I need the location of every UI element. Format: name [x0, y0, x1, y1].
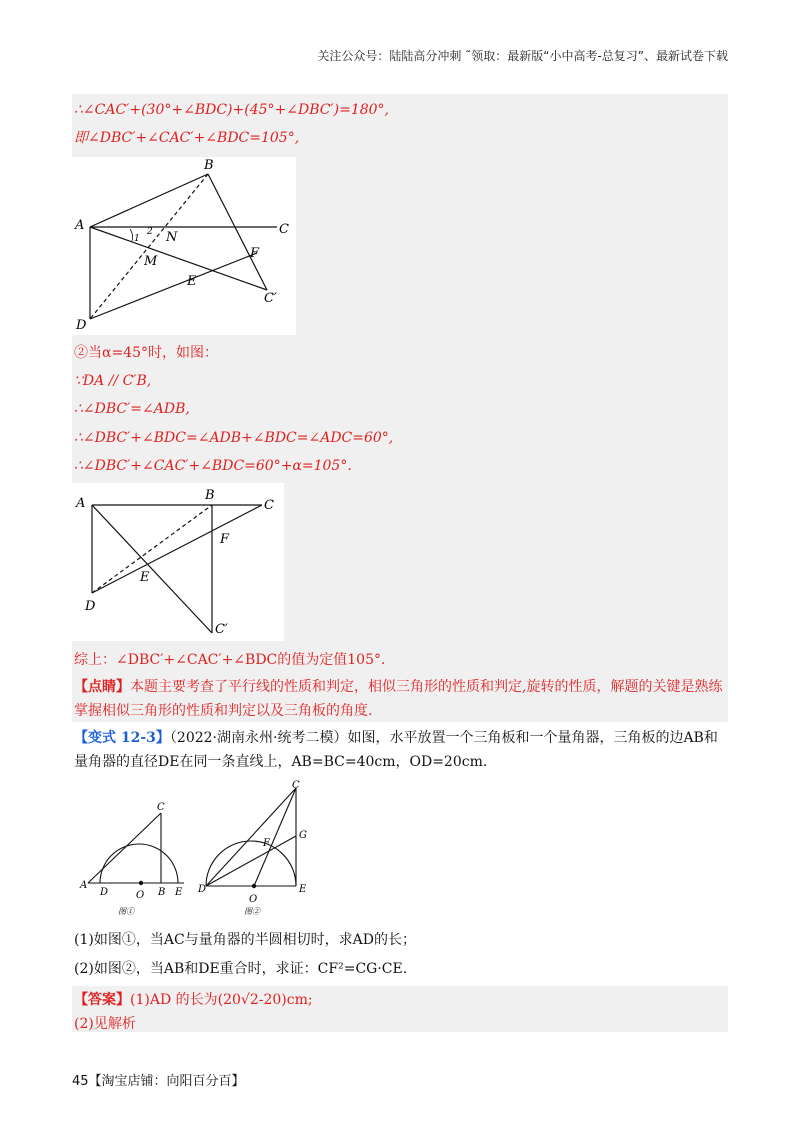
fig4-label-d: D [198, 884, 207, 895]
fig1-label-c: C [279, 222, 289, 237]
fig3-label-a: A [80, 880, 88, 891]
fig1-label-2: 2 [147, 227, 153, 237]
figure-2 [72, 483, 284, 641]
fig2-label-cprime: C′ [215, 622, 228, 637]
question-1: (1)如图①，当AC与量角器的半圆相切时，求AD的长； [74, 932, 416, 948]
summary-line: 综上：∠DBC′+∠CAC′+∠BDC的值为定值105°. [74, 652, 386, 668]
fig2-label-a: A [76, 496, 86, 511]
fig4-caption: 图② [244, 907, 260, 916]
fig4-label-g: G [299, 830, 307, 841]
case-2-line: ②当α=45°时，如图： [74, 345, 218, 361]
proof-line-1: ∴∠CAC′+(30°+∠BDC)+(45°+∠DBC′)=180°, [74, 102, 389, 118]
comment-paragraph [74, 675, 728, 723]
fig2-label-b: B [205, 488, 215, 503]
variant-text: （2022·湖南永州·统考二模）如图，水平放置一个三角板和一个量角器，三角板的边AB和量角器的直径DE在同一条直线上，AB=BC=40cm，OD=20cm. [74, 730, 718, 770]
fig4-label-c: C [292, 780, 300, 791]
figure-3-4 [78, 780, 328, 922]
answer-line-2: (2)见解析 [74, 1016, 136, 1032]
answer-line-1 [74, 990, 313, 1010]
proof-line-3: ∵DA // C′B, [74, 373, 152, 389]
proof-line-6: ∴∠DBC′+∠CAC′+∠BDC=60°+α=105°. [74, 458, 352, 474]
fig3-caption: 图① [118, 907, 134, 916]
fig1-label-a: A [75, 218, 85, 233]
variant-paragraph [74, 726, 728, 774]
fig2-label-e: E [140, 570, 150, 585]
fig2-label-c: C [264, 498, 274, 513]
fig1-label-n: N [166, 230, 178, 245]
proof-line-4: ∴∠DBC′=∠ADB, [74, 401, 190, 417]
fig3-label-e: E [175, 887, 183, 898]
fig3-label-c: C [157, 802, 165, 813]
figure-1 [72, 157, 296, 335]
page-footer [72, 1070, 245, 1089]
fig1-label-e: E [187, 274, 197, 289]
fig3-label-d: D [100, 887, 109, 898]
fig1-label-1: 1 [134, 234, 140, 244]
fig1-label-cprime: C′ [264, 291, 277, 306]
variant-tag: 【变式 12-3】 [74, 730, 170, 746]
answer-1: (1)AD 的长为(20√2-20)cm; [130, 992, 313, 1008]
fig1-label-d: D [76, 318, 87, 333]
fig3-label-o: O [136, 890, 145, 901]
question-2: (2)如图②，当AB和DE重合时，求证：CF²=CG·CE. [74, 961, 408, 977]
page-header: 关注公众号：陆陆高分冲刺 ˜领取：最新版“小中高考-总复习”、最新试卷下载 [317, 49, 728, 63]
fig1-label-b: B [204, 158, 214, 173]
fig1-label-m: M [144, 254, 158, 269]
comment-text: 本题主要考查了平行线的性质和判定，相似三角形的性质和判定,旋转的性质，解题的关键是熟练掌握相似三角形的性质和判定以及三角板的角度. [74, 679, 723, 719]
answer-tag: 【答案】 [74, 992, 130, 1008]
page-number: 45 [72, 1074, 89, 1089]
fig2-label-f: F [220, 532, 230, 547]
fig3-label-b: B [158, 887, 166, 898]
comment-tag: 【点睛】 [74, 679, 130, 695]
fig1-label-f: F [250, 246, 260, 261]
fig4-label-e: E [299, 884, 307, 895]
fig2-label-d: D [85, 599, 96, 614]
proof-line-5: ∴∠DBC′+∠BDC=∠ADB+∠BDC=∠ADC=60°, [74, 430, 394, 446]
fig4-label-o: O [249, 894, 258, 905]
shop-name: 【淘宝店铺：向阳百分百】 [88, 1074, 245, 1089]
proof-line-2: 即∠DBC′+∠CAC′+∠BDC=105°, [74, 130, 300, 146]
fig4-label-f: F [263, 838, 270, 849]
